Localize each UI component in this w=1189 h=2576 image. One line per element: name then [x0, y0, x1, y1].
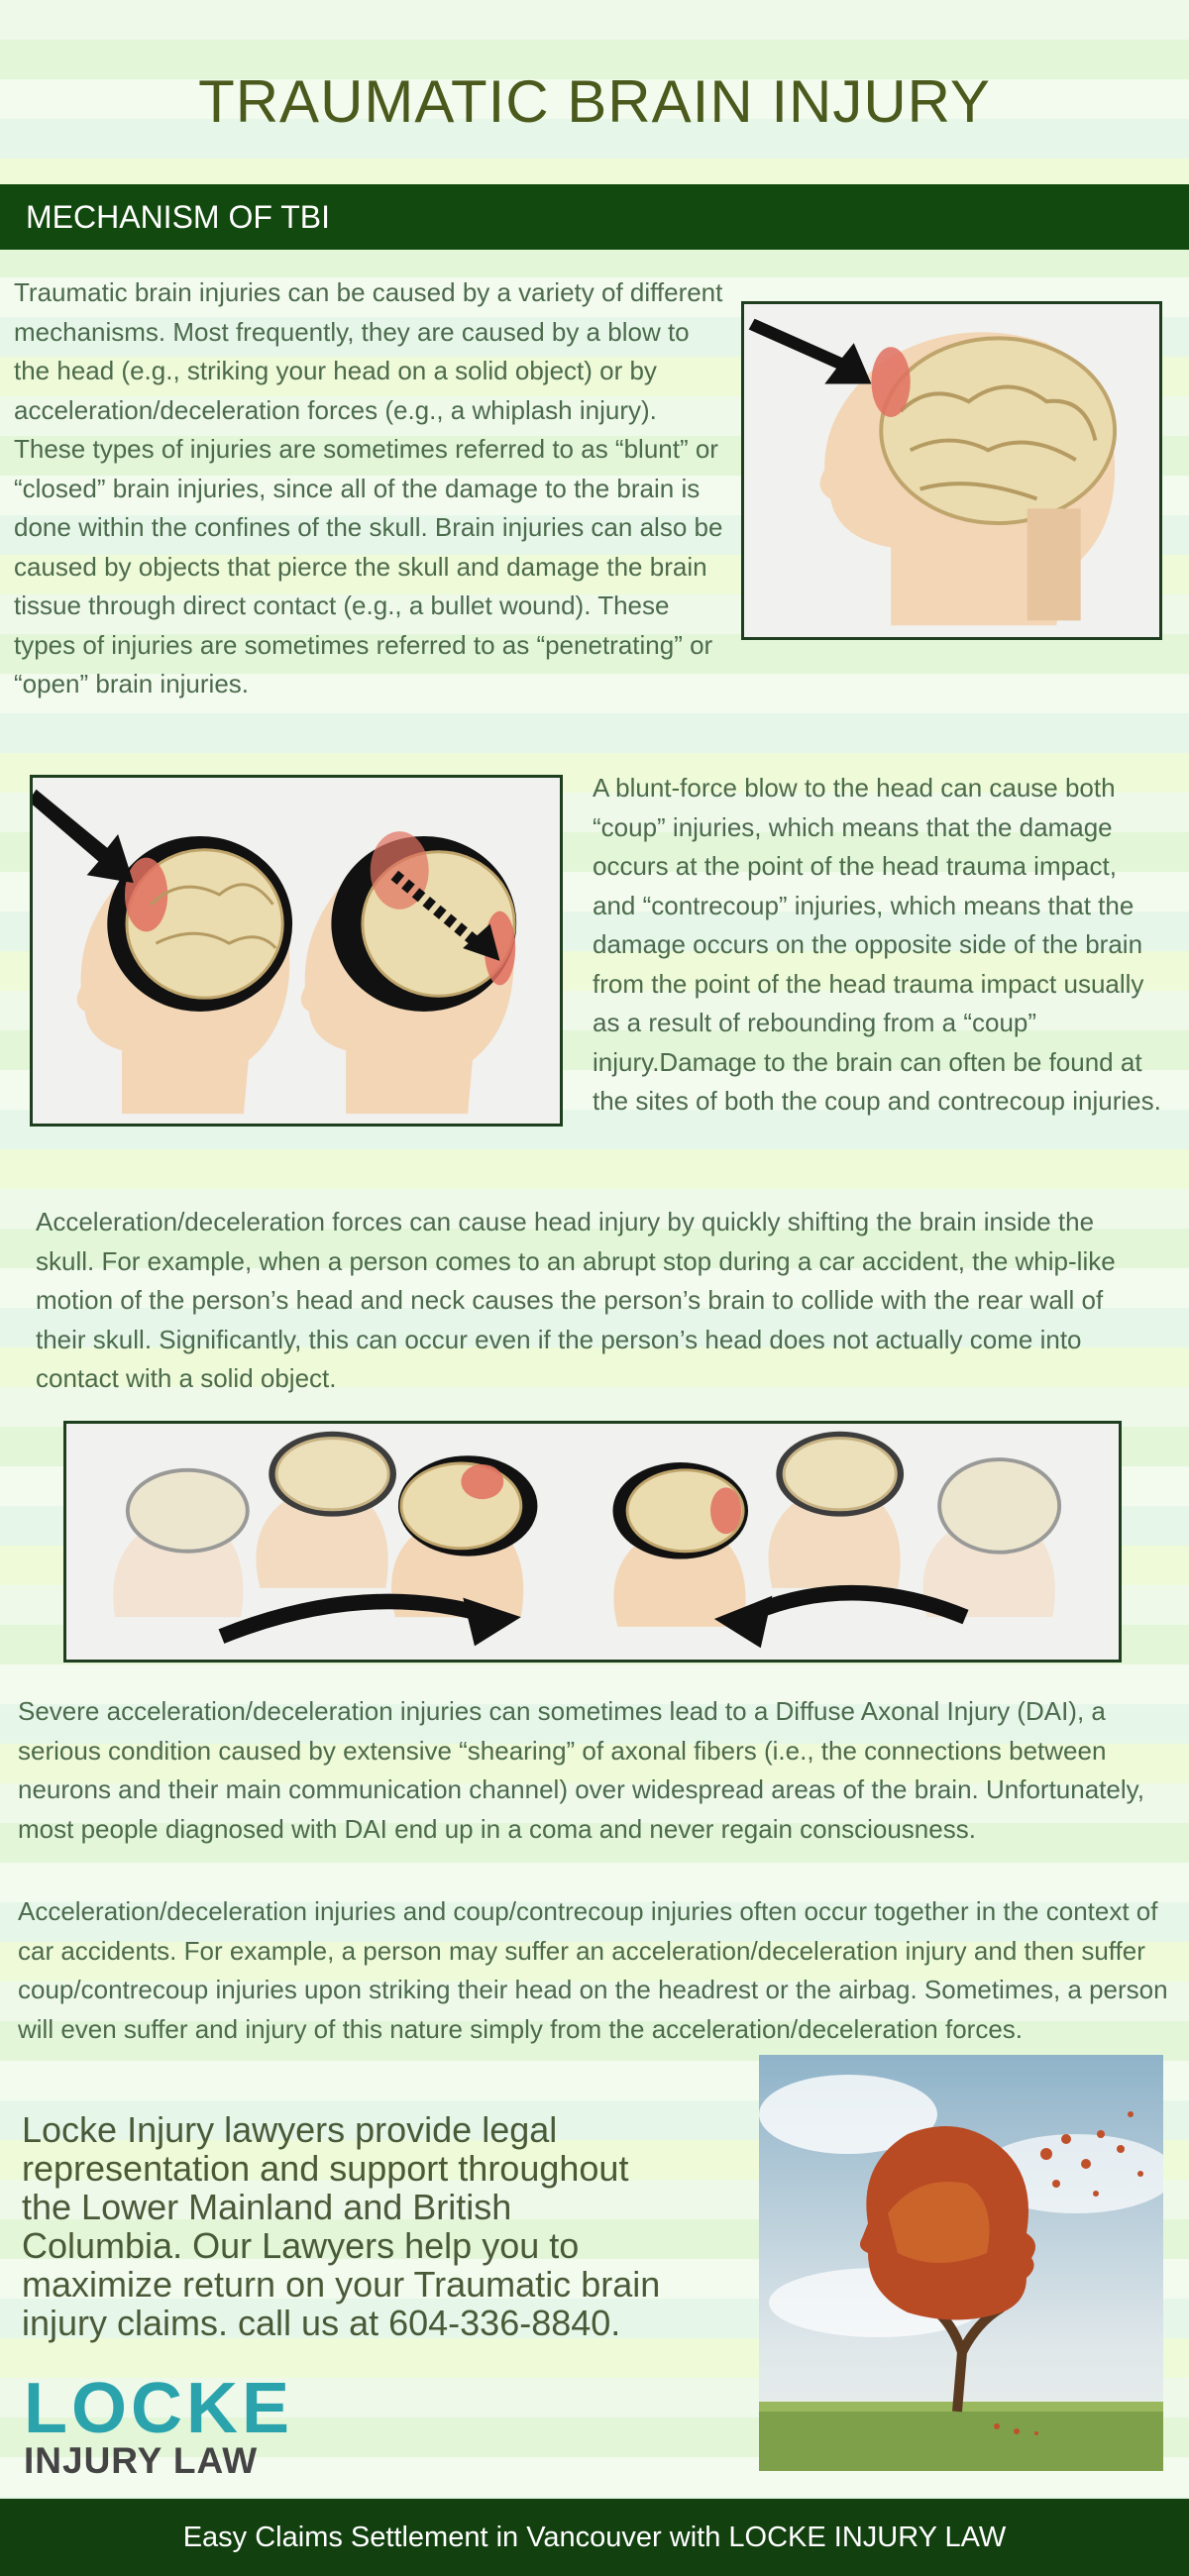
tree-head-image	[759, 2055, 1163, 2471]
paragraph-mechanisms: Traumatic brain injuries can be caused by a variety of different mechanisms. Most frequently, they are caused by a blow to the head (e.g., striking your head on a solid object) or by acceleration/deceleration forces (e.g., a whiplash injury). These types of injuries are sometimes referred to as “blunt” or “closed” brain injuries, since all of the damage to the brain is done within the confines of the skull. Brain injuries can also be caused by objects that pierce the skull and damage the brain tissue through direct contact (e.g., a bullet wound). These types of injuries are sometimes referred to as “penetrating” or “open” brain injuries.	[14, 277, 723, 698]
acceleration-deceleration-illustration	[66, 1424, 1119, 1660]
blow-to-head-image	[741, 301, 1162, 640]
paragraph-acceleration: Acceleration/deceleration forces can cause head injury by quickly shifting the brain inside the skull. For example, when a person comes to an abrupt stop during a car accident, the whip-like motion of the person’s head and neck causes the person’s brain to collide with the rear wall of their skull. Significantly, this can occur even if the person’s head does not actually come into contact with a solid object.	[36, 1207, 1116, 1393]
promo-text: Locke Injury lawyers provide legal representation and support throughout the Lower Mainland and British Columbia. Our Lawyers help you to maximize return on your Traumatic brain injury claims. call us at 604-336-8840.	[22, 2109, 661, 2343]
page-title: TRAUMATIC BRAIN INJURY	[198, 68, 991, 135]
section-header-band	[0, 184, 1189, 250]
coup-contrecoup-image	[30, 775, 563, 1127]
tree-head-illustration	[759, 2055, 1163, 2471]
logo-wordmark-bottom: INJURY LAW	[24, 2440, 259, 2481]
blow-to-head-illustration	[744, 304, 1159, 637]
section-title: MECHANISM OF TBI	[26, 199, 330, 235]
footer-bar	[0, 2499, 1189, 2576]
footer-text: Easy Claims Settlement in Vancouver with LOCKE INJURY LAW	[182, 2521, 1007, 2553]
locke-logo[interactable]	[24, 2369, 293, 2481]
paragraph-car-accidents: Acceleration/deceleration injuries and coup/contrecoup injuries often occur together in the context of car accidents. For example, a person may suffer an acceleration/deceleration injury and then suffer coup/contrecoup injuries upon striking their head on the headrest or the airbag. Sometimes, a person will even suffer and injury of this nature simply from the acceleration/deceleration forces.	[18, 1896, 1168, 2044]
paragraph-dai: Severe acceleration/deceleration injuries can sometimes lead to a Diffuse Axonal Injury (DAI), a serious condition caused by extensive “shearing” of axonal fibers (i.e., the connections between neurons and their main communication channel) over widespread areas of the brain. Unfortunately, most people diagnosed with DAI end up in a coma and never regain consciousness.	[18, 1696, 1144, 1844]
paragraph-coup-contrecoup: A blunt-force blow to the head can cause both “coup” injuries, which means that the damage occurs at the point of the head trauma impact, and “contrecoup” injuries, which means that the damage occurs on the opposite side of the brain from the point of the head trauma impact usually as a result of rebounding from a “coup” injury.Damage to the brain can often be found at the sites of both the coup and contrecoup injuries.	[593, 773, 1161, 1116]
acceleration-deceleration-image	[63, 1421, 1122, 1663]
coup-contrecoup-illustration	[33, 778, 560, 1124]
logo-wordmark-top: LOCKE	[24, 2369, 293, 2448]
